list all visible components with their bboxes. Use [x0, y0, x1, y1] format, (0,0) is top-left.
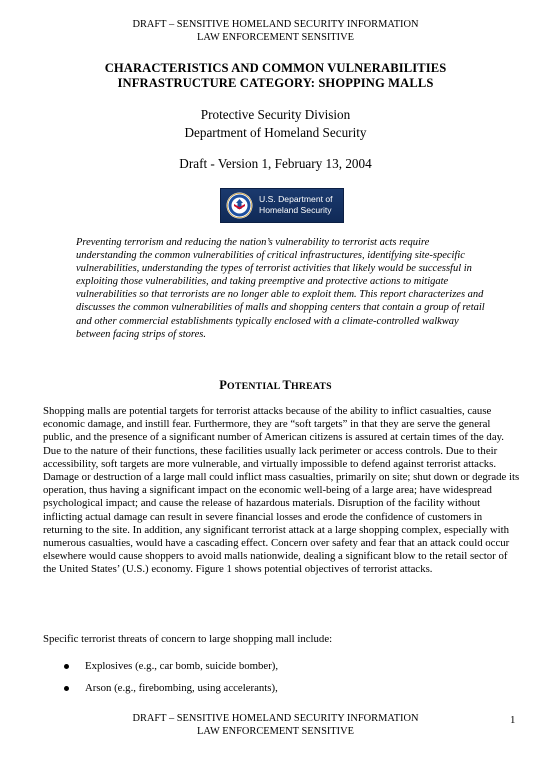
department-name: Department of Homeland Security [184, 124, 367, 140]
abstract-paragraph: Preventing terrorism and reducing the nation’s vulnerability to terrorist acts require understanding the common vulnerabilities of critical infrastructures, identifying site-specific vulnerabilities, understanding the types of terrorist activities that likely would be successful in exploiting those vulnerabilities, and taking preemptive and protective actions to mitigate vulnerabilities so that terrorists are no longer able to exploit them. This report characterizes and discusses the common vulnerabilities of malls and shopping centers that contain a group of retail and other commercial establishments typically enclosed with a climate-controlled walkway between facing strips of stores. [76, 237, 485, 340]
header-marking-line2: LAW ENFORCEMENT SENSITIVE [197, 31, 354, 43]
list-item-text: Explosives (e.g., car bomb, suicide bomber), [85, 660, 279, 672]
organization-block [0, 106, 551, 141]
version-line: Draft - Version 1, February 13, 2004 [179, 156, 372, 171]
title-line2: INFRASTRUCTURE CATEGORY: SHOPPING MALLS [117, 76, 434, 90]
header-marking [0, 19, 551, 44]
header-marking-line1: DRAFT – SENSITIVE HOMELAND SECURITY INFORMATION [132, 19, 419, 30]
dhs-seal-icon [226, 192, 253, 219]
heading-initial-t: T [282, 378, 292, 392]
threats-intro-text: Specific terrorist threats of concern to large shopping mall include: [43, 633, 333, 645]
heading-initial-p: P [219, 378, 228, 392]
footer-marking-line1: DRAFT – SENSITIVE HOMELAND SECURITY INFORMATION [132, 713, 419, 724]
list-item [62, 682, 502, 695]
list-item [62, 660, 502, 673]
footer-marking [0, 713, 551, 738]
list-item-text: Arson (e.g., firebombing, using accelerants), [85, 682, 278, 695]
heading-word-hreats: HREATS [291, 381, 332, 392]
body-paragraph: Shopping malls are potential targets for terrorist attacks because of the ability to inflict casualties, cause economic damage, and instill fear. Furthermore, they are “soft targets” in that they are serve the general public, and the presence of a significant number of American citizens is assured at certain times of the day. Due to the nature of their functions, these facilities usually lack perimeter or access controls. Due to their accessibility, soft targets are more vulnerable, and virtually impossible to defend against terrorist attacks. Damage or destruction of a large mall could inflict mass casualties, primarily on site; shut down or degrade its operation, thus having a significant impact on the economic well-being of a large area; have widespread psychological impact; and cause the release of hazardous materials. Disruption of the facility without inflicting actual damage can result in severe financial losses and erode the confidence of customers in returning to the site. In addition, any significant terrorist attack at a large shopping complex, especially with numerous casualties, would have a cascading effect. Concern over safety and fear that an attack could occur elsewhere would cause shoppers to avoid malls nationwide, dealing a significant blow to the retail sector of the United States’ (U.S.) economy. Figure 1 shows potential objectives of terrorist attacks. [43, 405, 520, 576]
page-number: 1 [510, 714, 516, 726]
document-title [0, 61, 551, 91]
bullet-icon [64, 664, 69, 669]
dhs-logo-line1: U.S. Department of [259, 194, 333, 204]
dhs-logo-text [259, 194, 333, 216]
title-line1: CHARACTERISTICS AND COMMON VULNERABILITIES [104, 61, 447, 75]
dhs-logo-line2: Homeland Security [259, 205, 332, 215]
bullet-icon [64, 686, 69, 691]
division-name: Protective Security Division [200, 107, 351, 122]
footer-marking-line2: LAW ENFORCEMENT SENSITIVE [197, 725, 354, 737]
heading-word-otential: OTENTIAL [227, 381, 283, 392]
section-heading-potential-threats [0, 378, 551, 393]
threats-list [62, 660, 502, 704]
dhs-logo [220, 188, 344, 223]
